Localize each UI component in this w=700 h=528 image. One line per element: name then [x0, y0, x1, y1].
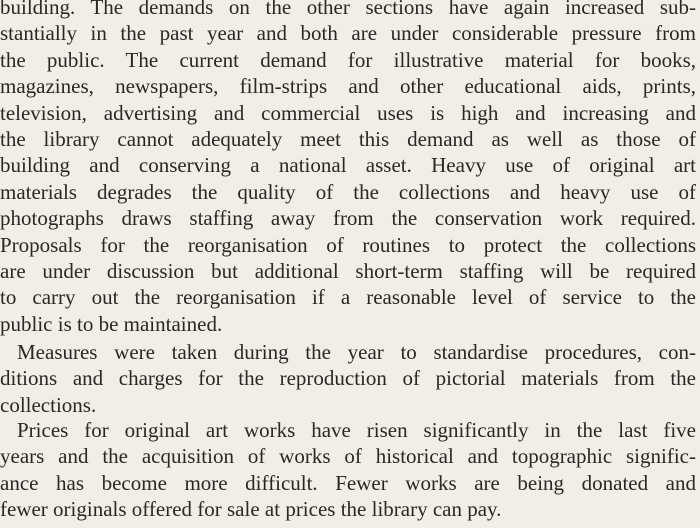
text-line: magazines, newspapers, film-strips and other educational aids, prints,: [0, 74, 696, 99]
text-line: years and the acquisition of works of historical and topographic signific-: [0, 444, 696, 469]
paragraph-reproduction-measures: [0, 339, 700, 418]
text-line: collections.: [0, 392, 97, 417]
text-line: Proposals for the reorganisation of routines to protect the collections: [0, 232, 696, 257]
text-line: the public. The current demand for illustrative material for books,: [0, 47, 696, 72]
text-line: photographs draws staffing away from the conservation work required.: [0, 206, 696, 231]
text-line: Prices for original art works have risen significantly in the last five: [17, 418, 696, 442]
text-line: building. The demands on the other sections have again increased sub-: [0, 0, 696, 19]
text-line: stantially in the past year and both are under considerable pressure from: [0, 21, 696, 46]
text-line: public is to be maintained.: [0, 311, 223, 336]
text-line: to carry out the reorganisation if a reasonable level of service to the: [0, 285, 696, 310]
text-line: the library cannot adequately meet this demand as well as those of: [0, 126, 696, 151]
paragraph-art-prices: [0, 417, 700, 523]
text-line: building and conserving a national asset. Heavy use of original art: [0, 153, 696, 178]
text-line: television, advertising and commercial uses is high and increasing and: [0, 100, 696, 125]
text-line: materials degrades the quality of the collections and heavy use of: [0, 179, 696, 204]
text-line: ance has become more difficult. Fewer works are being donated and: [0, 470, 696, 495]
text-line: ditions and charges for the reproduction of pictorial materials from the: [0, 366, 696, 391]
text-line: fewer originals offered for sale at prices the library can pay.: [0, 497, 502, 522]
text-line: Measures were taken during the year to standardise procedures, con-: [17, 340, 696, 364]
text-line: are under discussion but additional short-term staffing will be required: [0, 258, 696, 283]
